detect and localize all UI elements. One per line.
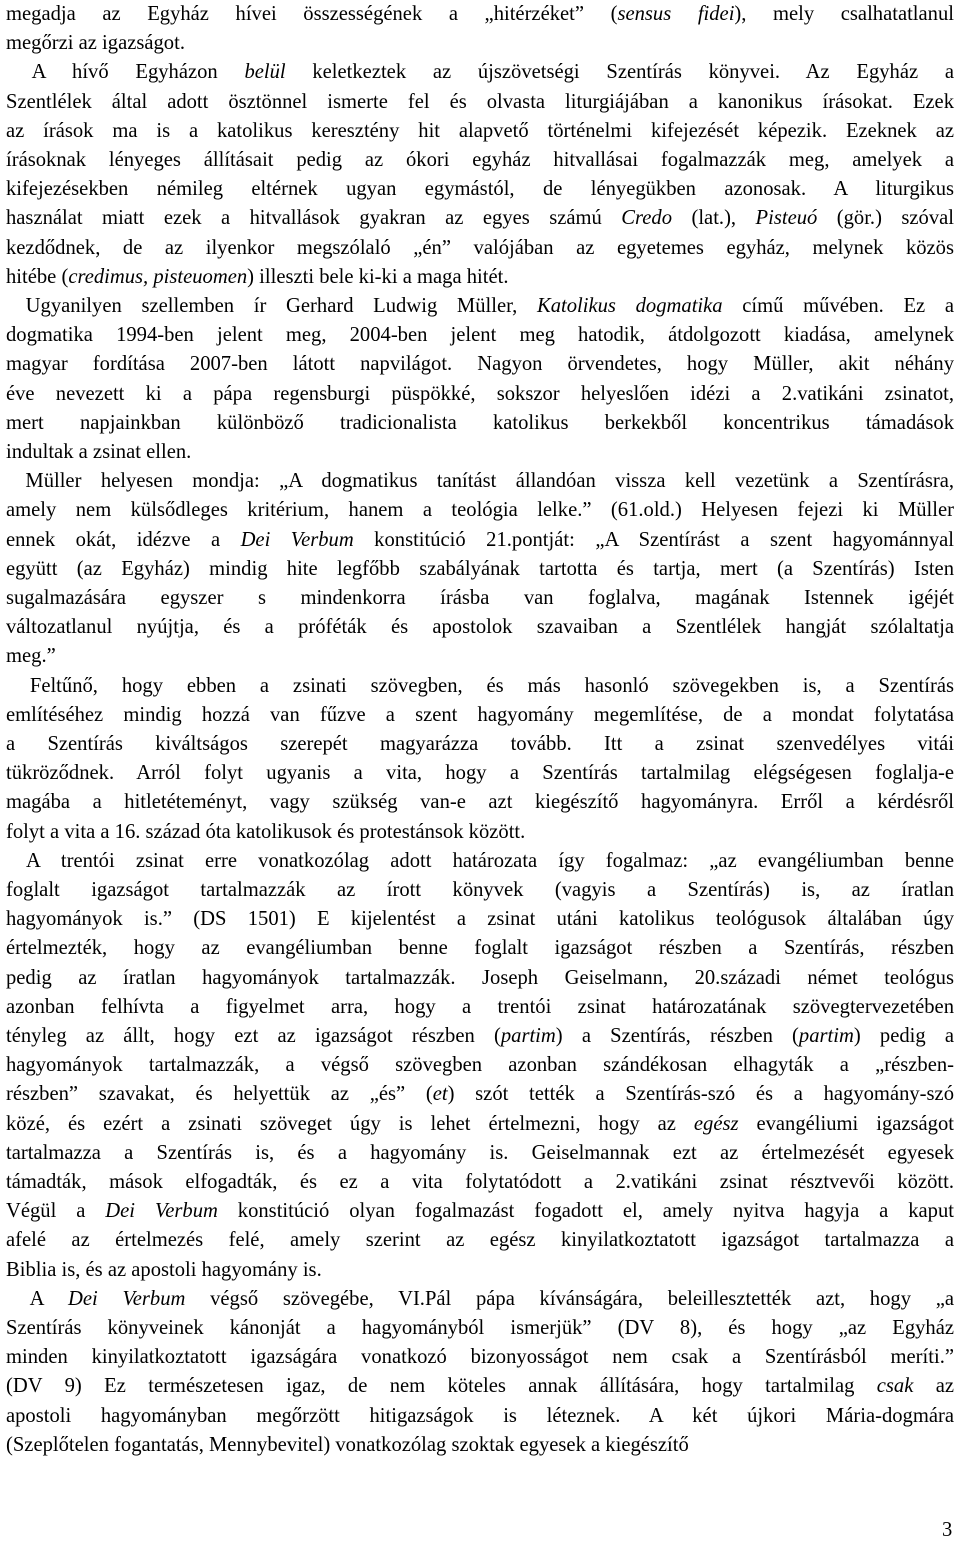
italic-text: Pisteuó (755, 207, 818, 230)
text-line (6, 701, 954, 730)
text-segment: keletkeztek az újszövetségi Szentírás könyvei. Az Egyház a (285, 61, 955, 84)
italic-text: belül (244, 61, 286, 84)
text-segment: említéséhez mindig hozzá van fűzve a szent hagyomány megemlítése, de a mondat folytatása (6, 703, 954, 726)
text-line (6, 788, 954, 817)
text-segment: folyt a vita a 16. század óta katolikusok és protestánsok között. (6, 820, 526, 843)
text-line (6, 1402, 954, 1431)
text-line (6, 905, 954, 934)
text-line (6, 175, 954, 204)
text-line (6, 993, 954, 1022)
text-line (6, 1197, 954, 1226)
text-segment: kezdődnek, de az ilyenkor megszólaló „én” valójában az egyetemes egyház, melynek közös (6, 236, 954, 259)
text-line (6, 350, 954, 379)
italic-text: partim (798, 1025, 854, 1047)
text-segment: (lat.), (672, 207, 756, 230)
text-line (6, 29, 185, 58)
text-segment: evangéliumi igazságot (738, 1112, 954, 1135)
text-segment: a Szentírás kiváltságos szerepét magyarázza tovább. Itt a zsinat szenvedélyes vitái (6, 733, 954, 755)
text-segment: hagyományok tartalmazzák, a végső szövegben azonban szándékosan elhagyták a „részben- (6, 1054, 954, 1077)
text-line (6, 1022, 954, 1051)
italic-text: Credo (621, 207, 673, 230)
text-segment: az írások ma is a katolikus keresztény hit alapvető történelmi kifejezését képezik. Ezeknek az (6, 119, 954, 142)
text-segment: tényleg az állt, hogy ezt az igazságot részben ( (6, 1025, 501, 1047)
text-segment: (Szeplőtelen fogantatás, Mennybevitel) vonatkozólag szoktak egyesek a kiegészítő (6, 1433, 689, 1456)
text-line (6, 759, 954, 788)
text-segment: című művében. Ez a (722, 295, 954, 317)
text-segment: ennek okát, idézve a (6, 528, 241, 551)
text-segment: ) illeszti bele ki-ki a maga hitét. (247, 265, 509, 288)
text-line (6, 847, 954, 876)
italic-text: Dei Verbum (68, 1287, 186, 1310)
text-segment: közé, és ezért a zsinati szöveget úgy is lehet értelmezni, hogy az (6, 1112, 694, 1135)
text-segment: tükröződnek. Arról folyt ugyanis a vita, hogy a Szentírás tartalmilag elégségesen foglalja-e (6, 762, 954, 785)
text-segment: afelé az értelmezés felé, amely szerint az egész kinyilatkoztatott igazságot tartalmazza a (6, 1229, 954, 1252)
text-line (6, 58, 954, 87)
text-line (6, 409, 954, 438)
text-segment: használat miatt ezek a hitvallások gyakran az egyes számú (6, 207, 622, 230)
text-segment: azonban felhívta a figyelmet arra, hogy a trentói zsinat határozatának szövegtervezetében (6, 995, 954, 1018)
text-segment: pedig az íratlan hagyományok tartalmazzák. Joseph Geiselmann, 20.századi német teológus (6, 966, 954, 989)
text-segment: sugalmazására egyszer s mindenkorra írásba van foglalva, magának Istennek igéjét (6, 587, 954, 609)
text-line (6, 234, 954, 263)
text-segment: Feltűnő, hogy ebben a zsinati szövegben, és más hasonló szövegekben is, a Szentírás (6, 674, 954, 697)
text-segment: együtt (az Egyház) mindig hite legfőbb szabályának tartotta és tartja, mert (a Szentírás) Isten (6, 557, 954, 580)
text-segment: Szentlélek által adott ösztönnel ismerte fel és olvasta liturgiájában a kanonikus írásokat. Ezek (6, 90, 954, 113)
text-segment: A (6, 1287, 69, 1310)
text-segment: Biblia is, és az apostoli hagyomány is. (6, 1258, 322, 1281)
text-segment: végső szövegébe, VI.Pál pápa kívánságára, beleillesztették azt, hogy „a (185, 1287, 954, 1310)
text-line (6, 964, 954, 993)
text-line (6, 1139, 954, 1168)
text-segment: ) pedig a (853, 1025, 954, 1047)
italic-text: partim (500, 1025, 556, 1047)
italic-text: Dei Verbum (240, 528, 354, 551)
text-segment: A trentói zsinat erre vonatkozólag adott határozata így fogalmaz: „az evangéliumban benne (6, 849, 954, 872)
text-line (6, 1080, 954, 1109)
text-line (6, 1256, 322, 1285)
text-segment: ) a Szentírás, részben ( (555, 1025, 799, 1047)
text-segment: kifejezésekben némileg eltérnek ugyan egymástól, de lényegükben azonosak. A liturgikus (6, 178, 954, 201)
text-segment: hitébe ( (6, 265, 69, 288)
italic-text: sensus fidei (617, 3, 735, 25)
italic-text: Katolikus dogmatika (537, 295, 723, 317)
text-line (6, 1110, 954, 1139)
text-line (6, 1343, 954, 1372)
text-line (6, 1314, 954, 1343)
text-segment: megadja az Egyház hívei összességének a „hitérzéket” ( (6, 3, 618, 25)
text-segment: ) szót tették a Szentírás-szó és a hagyomány-szó (447, 1083, 954, 1106)
text-line (6, 934, 954, 963)
text-line (6, 642, 56, 671)
text-line (6, 672, 954, 701)
text-segment: Müller helyesen mondja: „A dogmatikus tanítást állandóan vissza kell vezetünk a Szentírásra, (6, 470, 954, 493)
text-line (6, 496, 954, 525)
text-segment: az (913, 1375, 954, 1398)
text-segment: támadták, mások elfogadták, és ez a vita folytatódott a 2.vatikáni zsinat résztvevői között. (6, 1171, 954, 1193)
text-line (6, 584, 954, 613)
text-segment: minden kinyilatkoztatott igazságára vonatkozó bizonyosságot nem csak a Szentírásból meríti.” (6, 1346, 954, 1369)
text-segment: változatlanul nyújtja, és a próféták és apostolok szavaiban a Szentlélek hangját szólaltatja (6, 616, 954, 639)
text-line (6, 292, 954, 321)
text-segment: magába a hitletéteményt, vagy szükség van-e azt kiegészítő hagyományra. Erről a kérdésről (6, 791, 954, 814)
text-segment: értelmezték, hogy az evangéliumban benne foglalt igazságot részben a Szentírás, részben (6, 937, 954, 960)
text-segment: megőrzi az igazságot. (6, 32, 185, 55)
text-line (6, 876, 954, 905)
text-segment: ), mely csalhatatlanul (734, 3, 954, 25)
text-segment: Ugyanilyen szellemben ír Gerhard Ludwig Müller, (6, 295, 537, 317)
text-segment: írásoknak lényeges állításait pedig az ókori egyház hitvallásai fogalmazzák meg, amelyek a (6, 149, 954, 171)
text-segment: A hívő Egyházon (6, 61, 245, 84)
text-segment: meg.” (6, 645, 56, 668)
text-segment: dogmatika 1994-ben jelent meg, 2004-ben jelent meg hatodik, átdolgozott kiadása, amelynek (6, 324, 954, 347)
text-line (6, 526, 954, 555)
italic-text: et (432, 1083, 448, 1106)
text-segment: indultak a zsinat ellen. (6, 441, 192, 463)
text-segment: amely nem külsődleges kritérium, hanem a teológia lelke.” (61.old.) Helyesen fejezi ki Müller (6, 499, 954, 522)
text-segment: mert napjainkban különböző tradicionalista katolikus berkekből koncentrikus támadások (6, 411, 954, 434)
text-segment: apostoli hagyományban megőrzött hitigazságok is léteznek. A két újkori Mária-dogmára (6, 1404, 954, 1427)
text-segment: Szentírás könyveinek kánonját a hagyományból ismerjük” (DV 8), és hogy „az Egyház (6, 1317, 954, 1339)
text-segment: Végül a (6, 1200, 106, 1223)
text-segment: konstitúció olyan fogalmazást fogadott el, amely nyitva hagyja a kaput (217, 1200, 954, 1223)
text-line (6, 438, 191, 467)
italic-text: csak (876, 1375, 914, 1398)
text-line (6, 467, 954, 496)
text-line (6, 818, 525, 847)
text-line (6, 204, 954, 233)
text-segment: (DV 9) Ez természetesen igaz, de nem köteles annak állítására, hogy tartalmilag (6, 1375, 877, 1398)
italic-text: egész (693, 1112, 739, 1135)
text-segment: részben” szavakat, és helyettük az „és” ( (6, 1083, 433, 1106)
text-line (6, 1285, 954, 1314)
text-line (6, 1431, 689, 1460)
text-line (6, 380, 954, 409)
text-line (6, 263, 509, 292)
italic-text: Dei Verbum (105, 1200, 218, 1223)
text-line (6, 88, 954, 117)
text-segment: foglalt igazságot tartalmazzák az írott könyvek (vagyis a Szentírás) is, az íratlan (6, 879, 954, 901)
page-number: 3 (942, 1519, 953, 1541)
text-line (6, 1168, 954, 1197)
text-segment: tartalmazza a Szentírás is, és a hagyomány is. Geiselmannak ezt az értelmezését egyesek (6, 1141, 954, 1164)
text-line (6, 1226, 954, 1255)
text-line (6, 146, 954, 175)
text-segment: éve nevezett ki a pápa regensburgi püspökké, sokszor helyeslően idézi a 2.vatikáni zsinatot, (6, 382, 954, 405)
text-segment: (gör.) szóval (817, 207, 954, 230)
italic-text: credimus, pisteuomen (68, 265, 248, 288)
text-line (6, 0, 954, 29)
text-segment: konstitúció 21.pontját: „A Szentírást a szent hagyománnyal (353, 528, 954, 551)
text-segment: hagyományok is.” (DS 1501) E kijelentést a zsinat utáni katolikus teológusok általában úgy (6, 908, 954, 931)
text-line (6, 1372, 954, 1401)
text-line (6, 730, 954, 759)
text-line (6, 1051, 954, 1080)
text-segment: magyar fordítása 2007-ben látott napvilágot. Nagyon örvendetes, hogy Müller, akit néhány (6, 353, 954, 376)
text-line (6, 555, 954, 584)
text-line (6, 613, 954, 642)
text-line (6, 117, 954, 146)
text-line (6, 321, 954, 350)
